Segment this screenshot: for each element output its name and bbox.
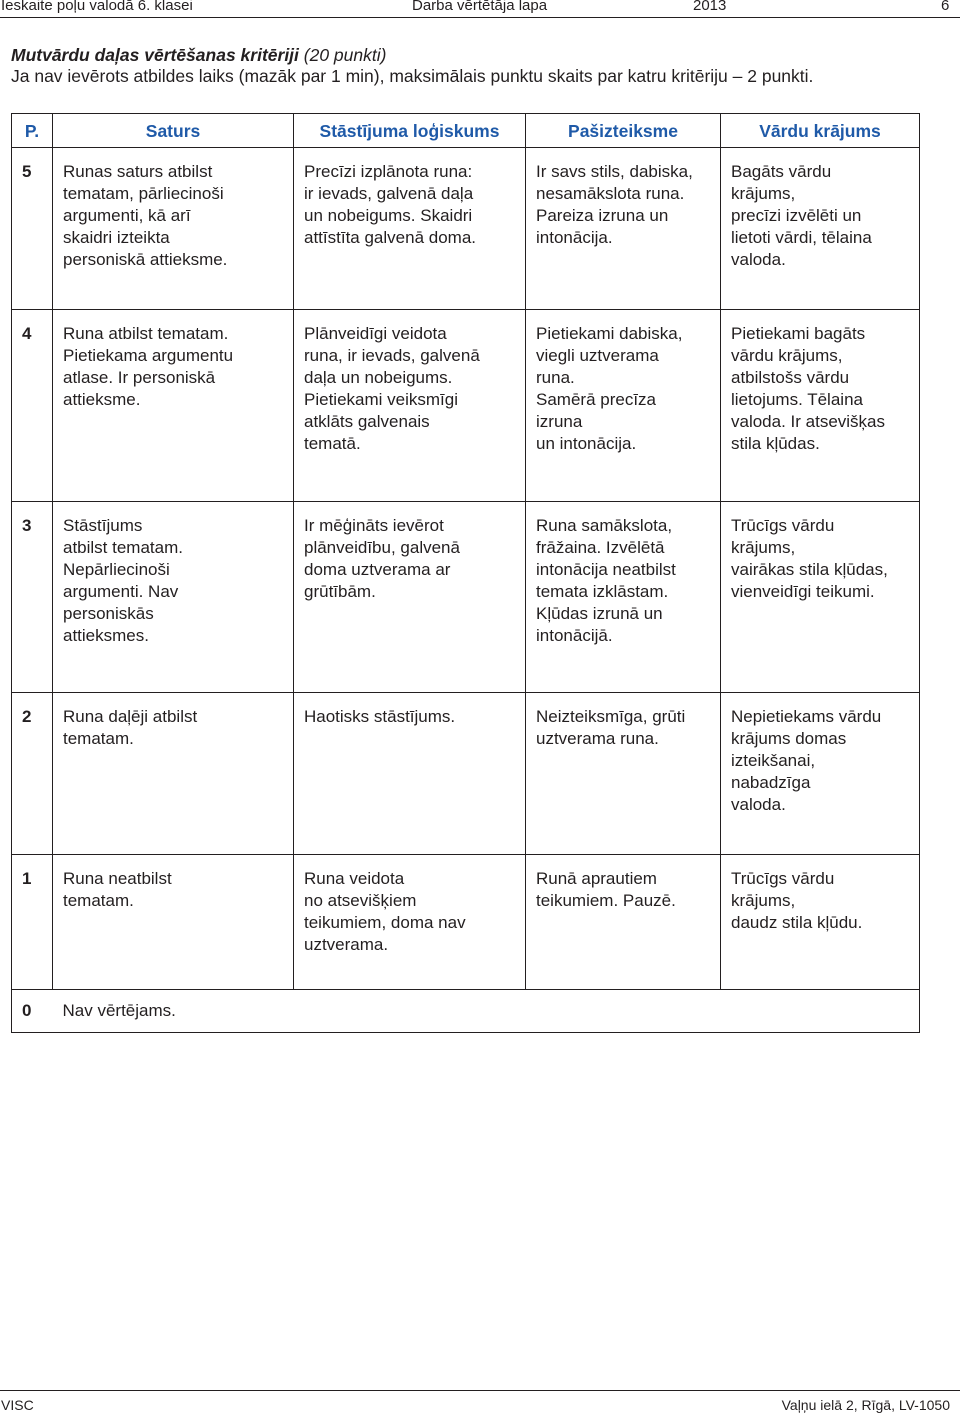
cell-line: Stāstījums — [63, 516, 143, 535]
criterion-vocabulary — [721, 502, 920, 693]
cell-line: intonācija. — [536, 228, 613, 247]
criterion-expression — [526, 310, 721, 502]
cell-line: tematam. — [63, 891, 134, 910]
criterion-logic — [294, 310, 526, 502]
cell-line: krājums, — [731, 184, 796, 203]
cell-line: lietojums. Tēlaina — [731, 390, 863, 409]
cell-line: krājums domas — [731, 729, 847, 748]
criterion-expression — [526, 148, 721, 310]
cell-line: stila kļūdas. — [731, 434, 820, 453]
table-row — [12, 148, 920, 310]
cell-line: Nepietiekams vārdu — [731, 707, 882, 726]
header-exam-title: Ieskaite poļu valodā 6. klasei — [1, 0, 193, 14]
cell-line: un intonācija. — [536, 434, 637, 453]
section-title — [11, 44, 386, 66]
table-row — [12, 855, 920, 990]
cell-line: Runa atbilst tematam. — [63, 324, 229, 343]
cell-line: tematā. — [304, 434, 361, 453]
cell-line: precīzi izvēlēti un — [731, 206, 862, 225]
points-cell: 3 — [12, 502, 53, 693]
cell-line: runa. — [536, 368, 575, 387]
cell-line: no atsevišķiem — [304, 891, 417, 910]
cell-line: atbilstošs vārdu — [731, 368, 850, 387]
criterion-logic — [294, 855, 526, 990]
points-cell: 0 — [12, 990, 53, 1033]
cell-line: Plānveidīgi veidota — [304, 324, 447, 343]
cell-line: krājums, — [731, 538, 796, 557]
cell-line: nesamākslota runa. — [536, 184, 685, 203]
criteria-table — [11, 113, 920, 1033]
col-header-logic: Stāstījuma loģiskums — [294, 114, 526, 148]
criterion-logic — [294, 693, 526, 855]
cell-line: tematam. — [63, 729, 134, 748]
criterion-expression — [526, 855, 721, 990]
cell-line: Runas saturs atbilst — [63, 162, 213, 181]
cell-line: Runā aprautiem — [536, 869, 657, 888]
not-assessable-text: Nav vērtējams. — [53, 990, 920, 1033]
cell-line: attieksmes. — [63, 626, 149, 645]
cell-line: uztverama. — [304, 935, 389, 954]
points-cell: 4 — [12, 310, 53, 502]
criterion-logic — [294, 148, 526, 310]
criterion-vocabulary — [721, 693, 920, 855]
cell-line: attieksme. — [63, 390, 141, 409]
points-cell: 1 — [12, 855, 53, 990]
cell-line: Pareiza izruna un — [536, 206, 669, 225]
cell-line: uztverama runa. — [536, 729, 659, 748]
cell-line: Runa neatbilst — [63, 869, 172, 888]
table-row — [12, 502, 920, 693]
cell-line: Pietiekami bagāts — [731, 324, 866, 343]
table-row — [12, 310, 920, 502]
cell-line: teikumiem. Pauzē. — [536, 891, 676, 910]
footer-rule — [0, 1390, 960, 1391]
cell-line: temata izklāstam. — [536, 582, 669, 601]
footer-address: Vaļņu ielā 2, Rīgā, LV-1050 — [781, 1397, 950, 1413]
col-header-vocabulary: Vārdu krājums — [721, 114, 920, 148]
table-row-zero — [12, 990, 920, 1033]
cell-line: runa, ir ievads, galvenā — [304, 346, 480, 365]
criterion-content — [53, 502, 294, 693]
cell-line: Ir savs stils, dabiska, — [536, 162, 693, 181]
cell-line: teikumiem, doma nav — [304, 913, 466, 932]
section-title-points: (20 punkti) — [298, 45, 387, 65]
cell-line: Haotisks stāstījums. — [304, 707, 456, 726]
cell-line: tematam, pārliecinoši — [63, 184, 224, 203]
cell-line: grūtībām. — [304, 582, 376, 601]
cell-line: lietoti vārdi, tēlaina — [731, 228, 872, 247]
cell-line: atklāts galvenais — [304, 412, 430, 431]
points-cell: 2 — [12, 693, 53, 855]
cell-line: plānveidību, galvenā — [304, 538, 460, 557]
table-header-row — [12, 114, 920, 148]
cell-line: Samērā precīza — [536, 390, 656, 409]
cell-line: personiskās — [63, 604, 154, 623]
header-year: 2013 — [693, 0, 727, 14]
cell-line: nabadzīga — [731, 773, 811, 792]
points-cell: 5 — [12, 148, 53, 310]
cell-line: attīstīta galvenā doma. — [304, 228, 476, 247]
cell-line: doma uztverama ar — [304, 560, 451, 579]
cell-line: viegli uztverama — [536, 346, 659, 365]
page-footer — [0, 1390, 960, 1415]
col-header-expression: Pašizteiksme — [526, 114, 721, 148]
cell-line: ir ievads, galvenā daļa — [304, 184, 474, 203]
table-row — [12, 693, 920, 855]
page-header — [0, 0, 960, 20]
cell-line: Runa daļēji atbilst — [63, 707, 198, 726]
cell-line: Nepārliecinoši — [63, 560, 170, 579]
header-page-number: 6 — [941, 0, 950, 14]
criterion-content — [53, 693, 294, 855]
cell-line: skaidri izteikta — [63, 228, 170, 247]
cell-line: vārdu krājums, — [731, 346, 843, 365]
cell-line: Bagāts vārdu — [731, 162, 832, 181]
criterion-vocabulary — [721, 148, 920, 310]
col-header-content: Saturs — [53, 114, 294, 148]
cell-line: daudz stila kļūdu. — [731, 913, 863, 932]
cell-line: valoda. Ir atsevišķas — [731, 412, 886, 431]
cell-line: Ir mēģināts ievērot — [304, 516, 444, 535]
cell-line: valoda. — [731, 795, 786, 814]
cell-line: atlase. Ir personiskā — [63, 368, 216, 387]
criterion-expression — [526, 693, 721, 855]
criterion-content — [53, 148, 294, 310]
criterion-vocabulary — [721, 855, 920, 990]
cell-line: frāžaina. Izvēlētā — [536, 538, 665, 557]
header-sheet-type: Darba vērtētāja lapa — [412, 0, 548, 14]
cell-line: argumenti, kā arī — [63, 206, 191, 225]
cell-line: izruna — [536, 412, 583, 431]
criterion-logic — [294, 502, 526, 693]
cell-line: un nobeigums. Skaidri — [304, 206, 473, 225]
cell-line: krājums, — [731, 891, 796, 910]
cell-line: intonācijā. — [536, 626, 613, 645]
criterion-content — [53, 855, 294, 990]
section-note: Ja nav ievērots atbildes laiks (mazāk par 1 min), maksimālais punktu skaits par katru kritēriju – 2 punkti. — [11, 66, 814, 86]
col-header-points: P. — [12, 114, 53, 148]
cell-line: personiskā attieksme. — [63, 250, 228, 269]
cell-line: Runa veidota — [304, 869, 405, 888]
header-rule — [0, 17, 960, 18]
cell-line: atbilst tematam. — [63, 538, 183, 557]
criterion-vocabulary — [721, 310, 920, 502]
cell-line: izteikšanai, — [731, 751, 816, 770]
cell-line: Kļūdas izrunā un — [536, 604, 663, 623]
footer-org: VISC — [1, 1397, 34, 1413]
cell-line: vienveidīgi teikumi. — [731, 582, 875, 601]
cell-line: intonācija neatbilst — [536, 560, 676, 579]
cell-line: vairākas stila kļūdas, — [731, 560, 888, 579]
cell-line: Trūcīgs vārdu — [731, 869, 835, 888]
criterion-content — [53, 310, 294, 502]
criterion-expression — [526, 502, 721, 693]
cell-line: Pietiekami veiksmīgi — [304, 390, 458, 409]
cell-line: Pietiekama argumentu — [63, 346, 234, 365]
cell-line: Runa samākslota, — [536, 516, 673, 535]
section-title-main: Mutvārdu daļas vērtēšanas kritēriji — [11, 45, 299, 65]
cell-line: Neizteiksmīga, grūti — [536, 707, 686, 726]
cell-line: daļa un nobeigums. — [304, 368, 453, 387]
cell-line: argumenti. Nav — [63, 582, 179, 601]
cell-line: valoda. — [731, 250, 786, 269]
cell-line: Trūcīgs vārdu — [731, 516, 835, 535]
cell-line: Pietiekami dabiska, — [536, 324, 683, 343]
cell-line: Precīzi izplānota runa: — [304, 162, 473, 181]
